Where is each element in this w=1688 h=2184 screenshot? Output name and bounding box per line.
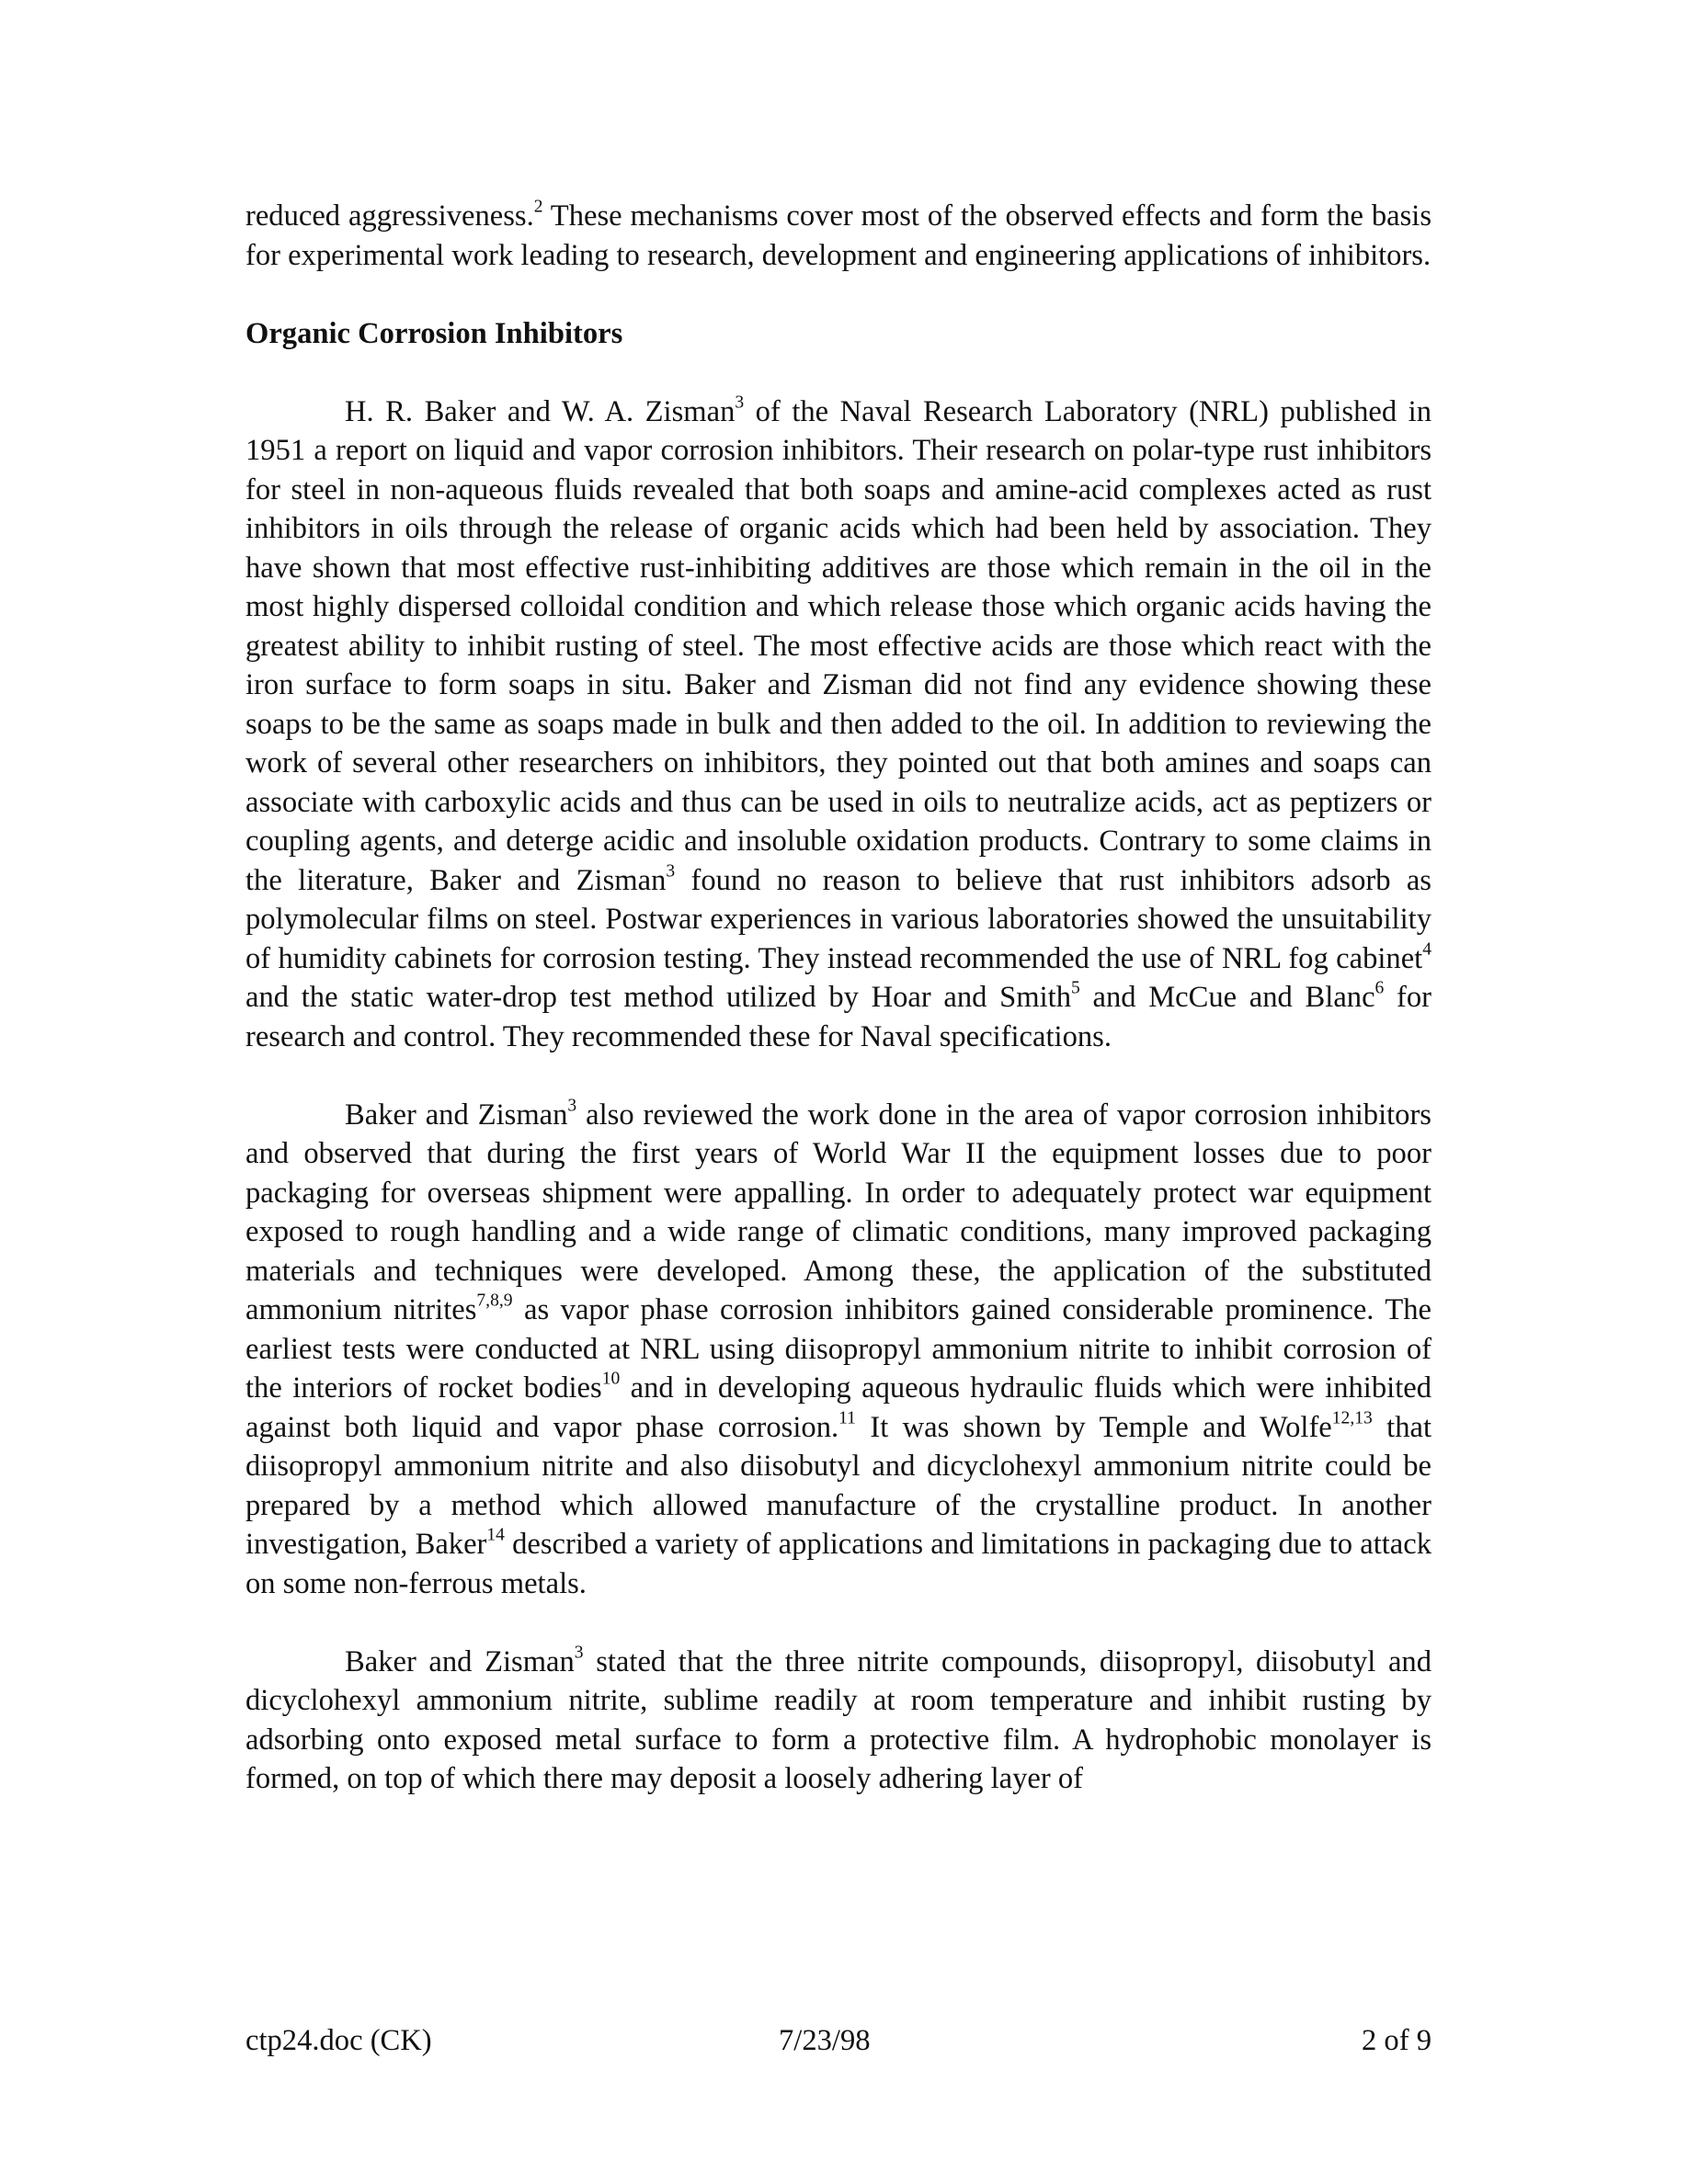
text-run: H. R. Baker and W. A. Zisman	[345, 394, 736, 428]
section-heading: Organic Corrosion Inhibitors	[245, 316, 623, 350]
text-run: found no reason to believe that rust inhibitors adsorb as polymolecular films on steel. Postwar experiences in various laboratories showed the unsuitability of humidity cabinets for corrosion testing. They instead recommended the use of NRL fog cabinet	[245, 863, 1431, 975]
page-footer	[245, 2024, 1431, 2063]
footer-filename: ctp24.doc (CK)	[245, 2024, 432, 2057]
reference-superscript: 6	[1374, 978, 1385, 998]
text-run: stated that the three nitrite compounds, diisopropyl, diisobutyl and dicyclohexyl ammonium nitrite, sublime readily at room temperature and inhibit rusting by adsorbing onto exposed metal surface to form a protective film. A hydrophobic monolayer is formed, on top of which there may deposit a loosely adhering layer of	[245, 1644, 1431, 1795]
text-run: for research and control. They recommended these for Naval specifications.	[245, 981, 1431, 1053]
text-run: These mechanisms cover most of the observed effects and form the basis for experimental work leading to research, development and engineering applications of inhibitors.	[245, 199, 1432, 272]
reference-superscript: 3	[666, 860, 676, 881]
footer-date: 7/23/98	[779, 2024, 871, 2057]
reference-superscript: 5	[1071, 978, 1080, 998]
text-run: It was shown by Temple and Wolfe	[855, 1410, 1332, 1444]
text-run: that diisopropyl ammonium nitrite and also diisobutyl and dicyclohexyl ammonium nitrite could be prepared by a method which allowed manufacture of the crystalline product. In another investigation, Baker	[245, 1410, 1431, 1561]
text-run: of the Naval Research Laboratory (NRL) published in 1951 a report on liquid and vapor corrosion inhibitors. Their research on polar-type rust inhibitors for steel in non-aqueous fluids revealed that both soaps and amine-acid complexes acted as rust inhibitors in oils through the release of organic acids which had been held by association. They have shown that most effective rust-inhibiting additives are those which remain in the oil in the most highly dispersed colloidal condition and which release those which organic acids having the greatest ability to inhibit rusting of steel. The most effective acids are those which react with the iron surface to form soaps in situ. Baker and Zisman did not find any evidence showing these soaps to be the same as soaps made in bulk and then added to the oil. In addition to reviewing the work of several other researchers on inhibitors, they pointed out that both amines and soaps can associate with carboxylic acids and thus can be used in oils to neutralize acids, act as peptizers or coupling agents, and deterge acidic and insoluble oxidation products. Contrary to some claims in the literature, Baker and Zisman	[245, 394, 1431, 897]
text-run: Baker and Zisman	[345, 1644, 575, 1678]
text-run: and in developing aqueous hydraulic fluids which were inhibited against both liquid and vapor phase corrosion.	[245, 1371, 1432, 1444]
text-run: reduced aggressiveness.	[245, 199, 534, 233]
reference-superscript: 12,13	[1331, 1407, 1373, 1428]
reference-superscript: 4	[1422, 938, 1431, 959]
text-run: described a variety of applications and limitations in packaging due to attack on some non-ferrous metals.	[245, 1528, 1432, 1600]
reference-superscript: 3	[567, 1095, 577, 1115]
reference-superscript: 11	[838, 1407, 856, 1428]
paragraph-1	[245, 392, 1431, 1057]
reference-superscript: 3	[735, 392, 745, 412]
text-run: and the static water-drop test method utilized by Hoar and Smith	[245, 981, 1072, 1014]
reference-superscript: 14	[486, 1525, 505, 1545]
paragraph-3	[245, 1643, 1431, 1799]
reference-superscript: 3	[574, 1642, 584, 1662]
intro-paragraph	[245, 197, 1431, 275]
text-run: Baker and Zisman	[345, 1098, 568, 1132]
paragraph-2	[245, 1096, 1431, 1604]
reference-superscript: 7,8,9	[476, 1291, 513, 1311]
reference-superscript: 2	[533, 197, 543, 217]
reference-superscript: 10	[601, 1369, 621, 1389]
text-run: as vapor phase corrosion inhibitors gained considerable prominence. The earliest tests were conducted at NRL using diisopropyl ammonium nitrite to inhibit corrosion of the interiors of rocket bodies	[245, 1293, 1431, 1405]
footer-page-number: 2 of 9	[1361, 2024, 1431, 2057]
text-run: and McCue and Blanc	[1079, 981, 1375, 1014]
text-run: also reviewed the work done in the area of vapor corrosion inhibitors and observed that during the first years of World War II the equipment losses due to poor packaging for overseas shipment were appalling. In order to adequately protect war equipment exposed to rough handling and a wide range of climatic conditions, many improved packaging materials and techniques were developed. Among these, the application of the substituted ammonium nitrites	[245, 1098, 1431, 1326]
document-body	[245, 197, 1431, 1799]
